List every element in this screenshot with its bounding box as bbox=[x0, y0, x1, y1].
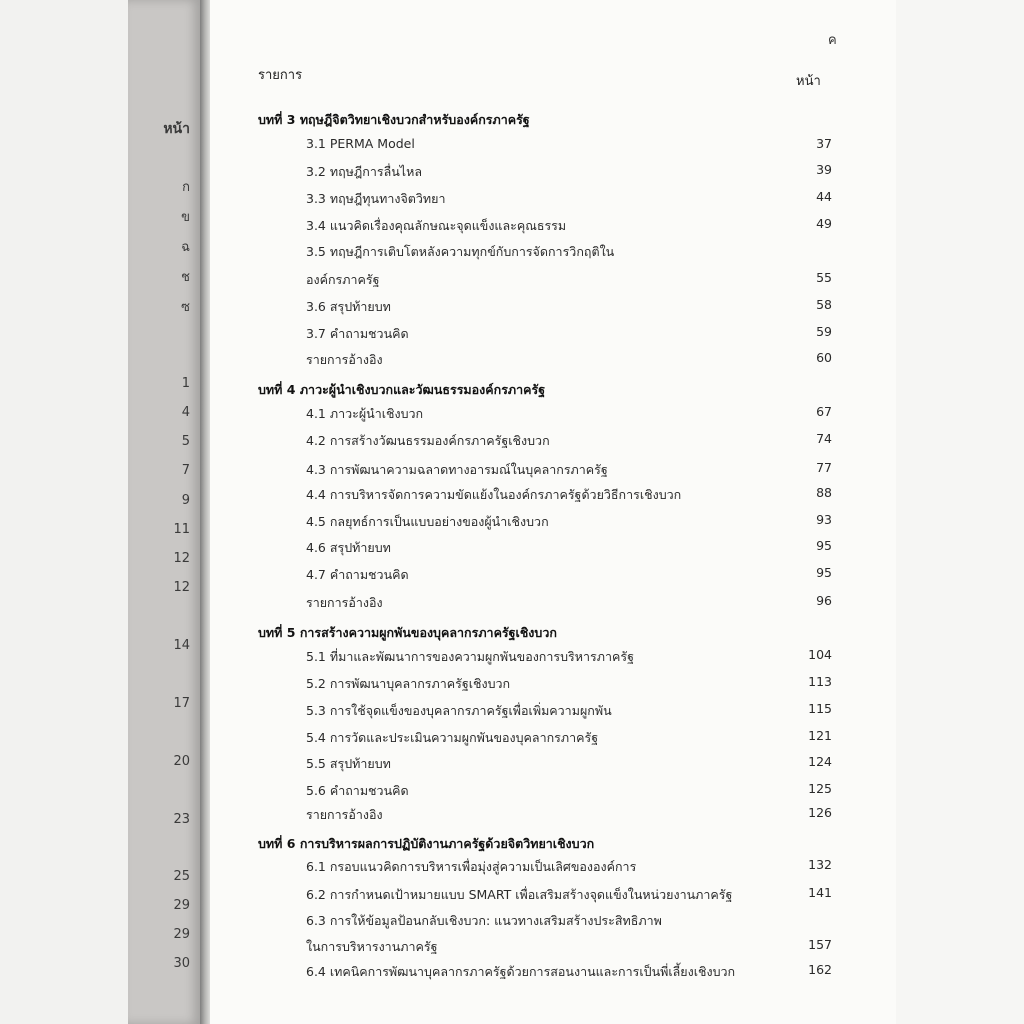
toc-label: 4.3 การพัฒนาความฉลาดทางอารมณ์ในบุคลากรภาครัฐ bbox=[306, 462, 608, 477]
book-binding bbox=[200, 0, 210, 1024]
left-page-number: 1 bbox=[181, 376, 190, 391]
toc-label: บทที่ 3 ทฤษฎีจิตวิทยาเชิงบวกสำหรับองค์กรภาครัฐ bbox=[258, 112, 530, 127]
toc-page-number: 124 bbox=[808, 754, 832, 769]
toc-label: 6.4 เทคนิคการพัฒนาบุคลากรภาครัฐด้วยการสอนงานและการเป็นพี่เลี้ยงเชิงบวก bbox=[306, 964, 736, 979]
left-page-number: 5 bbox=[181, 434, 190, 449]
toc-page-number: 58 bbox=[816, 297, 832, 312]
toc-label: 4.4 การบริหารจัดการความขัดแย้งในองค์กรภาครัฐด้วยวิธีการเชิงบวก bbox=[306, 487, 682, 502]
toc-label: 3.3 ทฤษฎีทุนทางจิตวิทยา bbox=[306, 191, 446, 206]
toc-page-number: 132 bbox=[808, 857, 832, 872]
toc-label: 3.5 ทฤษฎีการเติบโตหลังความทุกข์กับการจัดการวิกฤติใน bbox=[306, 244, 615, 259]
toc-label: 3.6 สรุปท้ายบท bbox=[306, 299, 391, 314]
left-page-number: 29 bbox=[173, 898, 190, 913]
toc-page-number: 60 bbox=[816, 350, 832, 365]
toc-label: 5.1 ที่มาและพัฒนาการของความผูกพันของการบริหารภาครัฐ bbox=[306, 649, 634, 664]
left-page-number: ก bbox=[182, 180, 190, 195]
toc-label: 3.4 แนวคิดเรื่องคุณลักษณะจุดแข็งและคุณธรรม bbox=[306, 218, 567, 233]
left-page-number: 25 bbox=[173, 869, 190, 884]
toc-page-number: 141 bbox=[808, 885, 832, 900]
toc-label: บทที่ 6 การบริหารผลการปฏิบัติงานภาครัฐด้วยจิตวิทยาเชิงบวก bbox=[258, 836, 595, 851]
toc-label: 5.5 สรุปท้ายบท bbox=[306, 756, 391, 771]
toc-label: 5.2 การพัฒนาบุคลากรภาครัฐเชิงบวก bbox=[306, 676, 511, 691]
left-page-number: 12 bbox=[173, 551, 190, 566]
left-page-number: 7 bbox=[181, 463, 190, 478]
left-page-number: ช bbox=[181, 270, 190, 285]
left-page-number: 30 bbox=[173, 956, 190, 971]
left-page-number: ฉ bbox=[181, 240, 190, 255]
toc-page-number: 37 bbox=[816, 136, 832, 151]
column-header-page: หน้า bbox=[796, 74, 821, 89]
left-page-number: 14 bbox=[173, 638, 190, 653]
right-background bbox=[896, 0, 1024, 1024]
toc-label: 4.6 สรุปท้ายบท bbox=[306, 540, 391, 555]
left-page-header: หน้า bbox=[163, 121, 190, 137]
toc-label: 3.7 คำถามชวนคิด bbox=[306, 326, 409, 341]
toc-page-number: 96 bbox=[816, 593, 832, 608]
left-page-number: 29 bbox=[173, 927, 190, 942]
toc-label: 5.4 การวัดและประเมินความผูกพันของบุคลากรภาครัฐ bbox=[306, 730, 599, 745]
toc-label: รายการอ้างอิง bbox=[306, 595, 383, 610]
toc-label: 4.1 ภาวะผู้นำเชิงบวก bbox=[306, 406, 424, 421]
toc-label: รายการอ้างอิง bbox=[306, 352, 383, 367]
toc-page-number: 126 bbox=[808, 805, 832, 820]
toc-page-number: 125 bbox=[808, 781, 832, 796]
toc-label: ในการบริหารงานภาครัฐ bbox=[306, 939, 438, 954]
toc-label: 6.1 กรอบแนวคิดการบริหารเพื่อมุ่งสู่ความเป็นเลิศขององค์การ bbox=[306, 859, 637, 874]
left-page-number: ข bbox=[181, 210, 190, 225]
toc-label: องค์กรภาครัฐ bbox=[306, 272, 380, 287]
toc-page-number: 55 bbox=[816, 270, 832, 285]
toc-page-number: 157 bbox=[808, 937, 832, 952]
toc-label: 6.2 การกำหนดเป้าหมายแบบ SMART เพื่อเสริมสร้างจุดแข็งในหน่วยงานภาครัฐ bbox=[306, 887, 733, 902]
toc-label: 4.7 คำถามชวนคิด bbox=[306, 567, 409, 582]
toc-page-number: 95 bbox=[816, 538, 832, 553]
toc-label: 6.3 การให้ข้อมูลป้อนกลับเชิงบวก: แนวทางเสริมสร้างประสิทธิภาพ bbox=[306, 913, 662, 928]
toc-label: รายการอ้างอิง bbox=[306, 807, 383, 822]
toc-label: 3.2 ทฤษฎีการลื่นไหล bbox=[306, 164, 422, 179]
toc-page-number: 49 bbox=[816, 216, 832, 231]
left-page-number: 20 bbox=[173, 754, 190, 769]
toc-page-number: 113 bbox=[808, 674, 832, 689]
left-page-number: 17 bbox=[173, 696, 190, 711]
toc-label: 4.2 การสร้างวัฒนธรรมองค์กรภาครัฐเชิงบวก bbox=[306, 433, 550, 448]
toc-label: บทที่ 5 การสร้างความผูกพันของบุคลากรภาครัฐเชิงบวก bbox=[258, 625, 557, 640]
toc-label: 5.6 คำถามชวนคิด bbox=[306, 783, 409, 798]
toc-page-number: 95 bbox=[816, 565, 832, 580]
toc-page-number: 39 bbox=[816, 162, 832, 177]
left-page-number: ซ bbox=[181, 300, 190, 315]
left-page-number: 23 bbox=[173, 812, 190, 827]
toc-page-number: 74 bbox=[816, 431, 832, 446]
left-page-number: 12 bbox=[173, 580, 190, 595]
left-page-number: 4 bbox=[181, 405, 190, 420]
toc-page-number: 162 bbox=[808, 962, 832, 977]
toc-page-number: 104 bbox=[808, 647, 832, 662]
left-page-number: 11 bbox=[173, 522, 190, 537]
toc-label: บทที่ 4 ภาวะผู้นำเชิงบวกและวัฒนธรรมองค์กรภาครัฐ bbox=[258, 382, 546, 397]
toc-label: 4.5 กลยุทธ์การเป็นแบบอย่างของผู้นำเชิงบวก bbox=[306, 514, 549, 529]
page-letter: ค bbox=[828, 33, 837, 48]
toc-page-number: 88 bbox=[816, 485, 832, 500]
left-page bbox=[128, 0, 200, 1024]
toc-label: 3.1 PERMA Model bbox=[306, 136, 415, 151]
toc-page-number: 93 bbox=[816, 512, 832, 527]
toc-page-number: 59 bbox=[816, 324, 832, 339]
toc-page-number: 115 bbox=[808, 701, 832, 716]
toc-page-number: 67 bbox=[816, 404, 832, 419]
toc-label: 5.3 การใช้จุดแข็งของบุคลากรภาครัฐเพื่อเพิ่มความผูกพัน bbox=[306, 703, 612, 718]
column-header-items: รายการ bbox=[258, 68, 303, 83]
left-page-number: 9 bbox=[181, 493, 190, 508]
toc-page-number: 77 bbox=[816, 460, 832, 475]
toc-page-number: 44 bbox=[816, 189, 832, 204]
toc-page-number: 121 bbox=[808, 728, 832, 743]
